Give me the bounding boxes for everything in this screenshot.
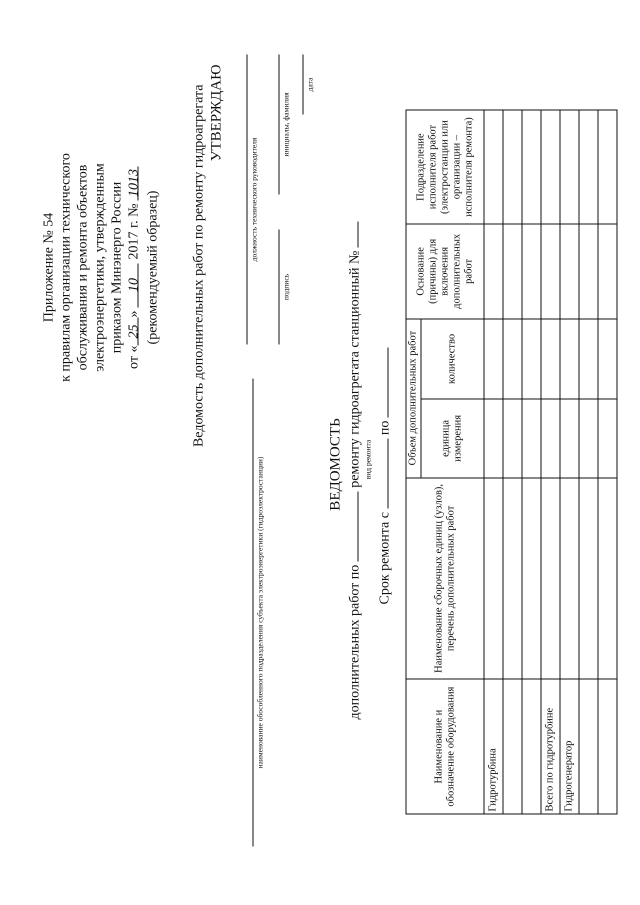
table-row <box>541 110 560 814</box>
appendix-line-2: обслуживания и ремонта объектов <box>75 164 91 371</box>
table-row <box>484 110 503 814</box>
col-works-header: Наименование сборочных единиц (узлов), перечень дополнительных работ <box>406 478 484 680</box>
signature-line <box>279 230 280 345</box>
table-row <box>598 110 617 814</box>
appendix-line-3: электроэнергетики, утвержденным <box>92 163 108 372</box>
org-caption: наименование обособленного подразделения субъекта электроэнергетики (гидроэлектростанции) <box>255 456 265 769</box>
table-row <box>579 110 598 814</box>
term-from-blank <box>376 439 389 509</box>
appendix-day: 25 <box>126 318 139 346</box>
position-line <box>247 55 248 345</box>
appendix-line-1: к правилам организации технического <box>58 153 74 382</box>
table-header-row-1 <box>406 110 421 814</box>
document-sheet <box>1 0 640 905</box>
subtitle-part2: ремонту гидроагрегата станционный № <box>347 250 363 488</box>
col-reason-header: Основание (причины) для включения дополнительных работ <box>406 224 484 318</box>
appendix-title: Приложение № 54 <box>41 212 57 323</box>
approve-label: УТВЕРЖДАЮ <box>208 64 225 162</box>
table-row <box>522 110 541 814</box>
col-unit-header: единица измерения <box>421 399 484 477</box>
position-caption: должность технического руководителя <box>249 137 259 262</box>
table-row <box>560 110 579 814</box>
name-line <box>279 55 280 195</box>
row-generator-label: Гидрогенератор <box>560 679 579 814</box>
appendix-number: 1013 <box>126 166 139 200</box>
term-label: Срок ремонта <box>377 521 393 605</box>
col-equipment-header: Наименование и обозначение оборудования <box>406 679 484 814</box>
appendix-date-line: от «25» 10 2017 г. № 1013 <box>126 118 143 418</box>
term-to-blank <box>376 347 389 417</box>
date-line <box>303 55 304 115</box>
subtitle-line <box>346 120 364 720</box>
term-to: по <box>377 420 393 436</box>
repair-type-blank <box>346 491 359 561</box>
repair-type-caption: вид ремонта <box>363 439 373 480</box>
date-caption: дата <box>305 77 315 92</box>
term-from: с <box>377 512 393 519</box>
col-executor-header: Подразделение исполнителя работ (электростанции или организации – исполнителя ремонта) <box>406 110 484 224</box>
name-caption: инициалы, фамилия <box>281 92 291 157</box>
row-total-turbine-label: Всего по гидротурбине <box>541 679 560 814</box>
table-row <box>503 110 522 814</box>
appendix-block <box>41 118 162 418</box>
unit-number-blank <box>346 221 359 247</box>
row-hydroturbine-label: Гидротурбина <box>484 679 503 814</box>
signature-caption: подпись <box>281 273 291 301</box>
col-quantity-header: количество <box>421 319 484 400</box>
appendix-line-4: приказом Минэнерго России <box>109 181 125 354</box>
recommended-note: (рекомендуемый образец) <box>145 190 161 345</box>
subtitle-part1: дополнительных работ по <box>347 564 363 720</box>
appendix-month: 10 <box>126 263 139 307</box>
additional-works-table <box>406 110 618 815</box>
heading: ВЕДОМОСТЬ <box>327 418 344 511</box>
doc-title: Ведомость дополнительных работ по ремонту гидроагрегата <box>191 84 207 448</box>
term-line <box>376 165 394 605</box>
col-volume-header: Объем дополнительных работ <box>406 319 421 478</box>
org-line <box>253 379 254 847</box>
